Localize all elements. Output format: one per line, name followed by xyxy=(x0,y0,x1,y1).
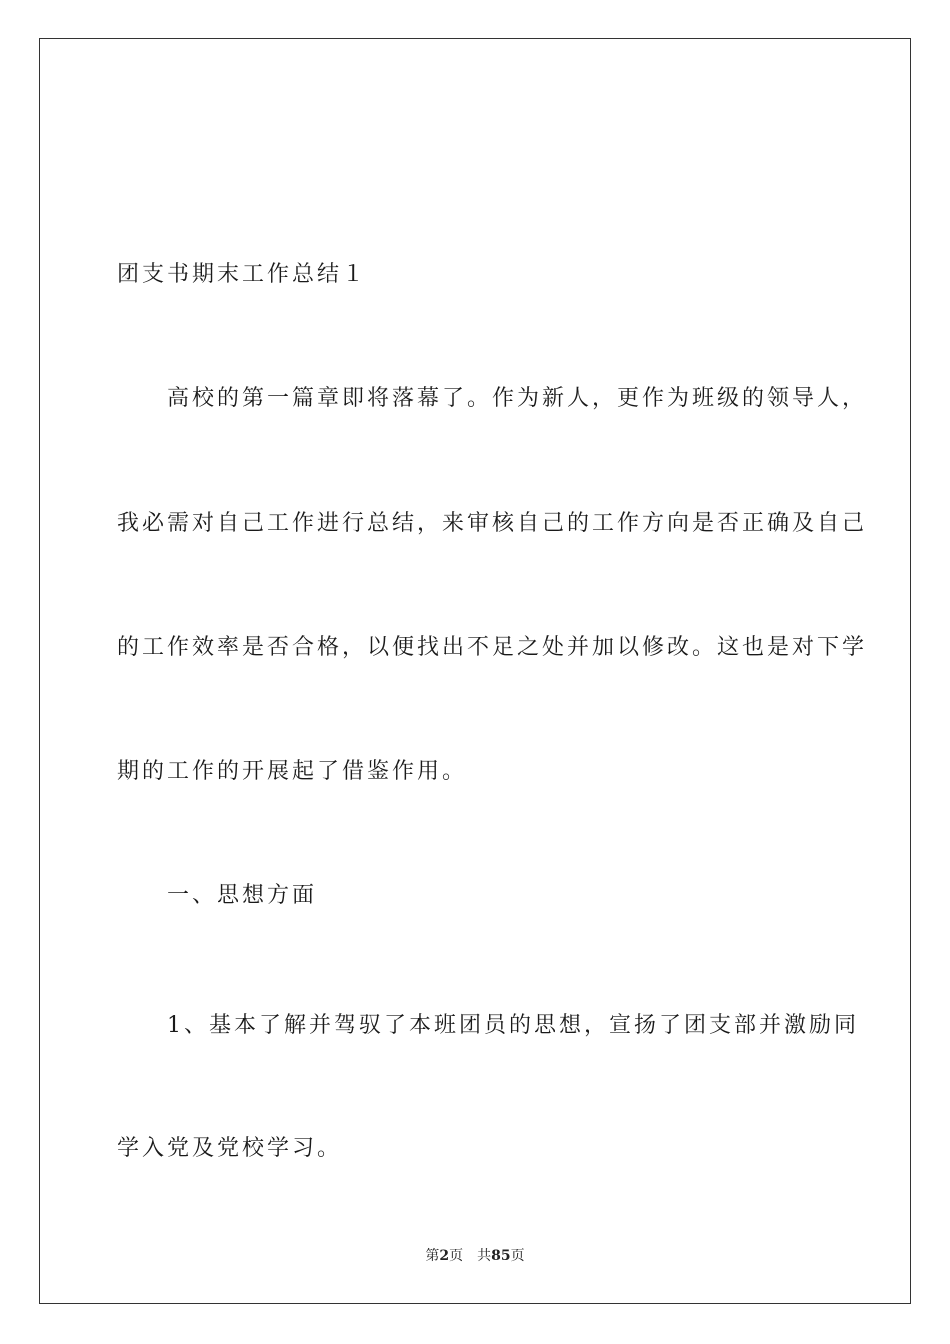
paragraph-line-2: 我必需对自己工作进行总结，来审核自己的工作方向是否正确及自己 xyxy=(117,511,868,536)
document-title: 团支书期末工作总结１ xyxy=(117,262,368,287)
page-prefix: 第 xyxy=(425,1248,440,1264)
total-suffix: 页 xyxy=(510,1248,525,1264)
page-footer xyxy=(0,1246,950,1266)
total-pages: 85 xyxy=(491,1248,511,1264)
paragraph-line-3: 的工作效率是否合格，以便找出不足之处并加以修改。这也是对下学 xyxy=(117,635,868,660)
section-heading: 一、思想方面 xyxy=(117,883,318,908)
paragraph-line-4: 期的工作的开展起了借鉴作用。 xyxy=(117,759,468,784)
page-frame xyxy=(39,38,911,1304)
page-number: 2 xyxy=(439,1248,450,1264)
total-prefix: 共 xyxy=(477,1248,492,1264)
paragraph-line-6: 学入党及党校学习。 xyxy=(117,1136,343,1161)
paragraph-line-1: 高校的第一篇章即将落幕了。作为新人，更作为班级的领导人， xyxy=(117,386,868,411)
paragraph-line-5: 1、基本了解并驾驭了本班团员的思想，宣扬了团支部并激励同 xyxy=(117,1013,859,1038)
page-suffix: 页 xyxy=(449,1248,464,1264)
